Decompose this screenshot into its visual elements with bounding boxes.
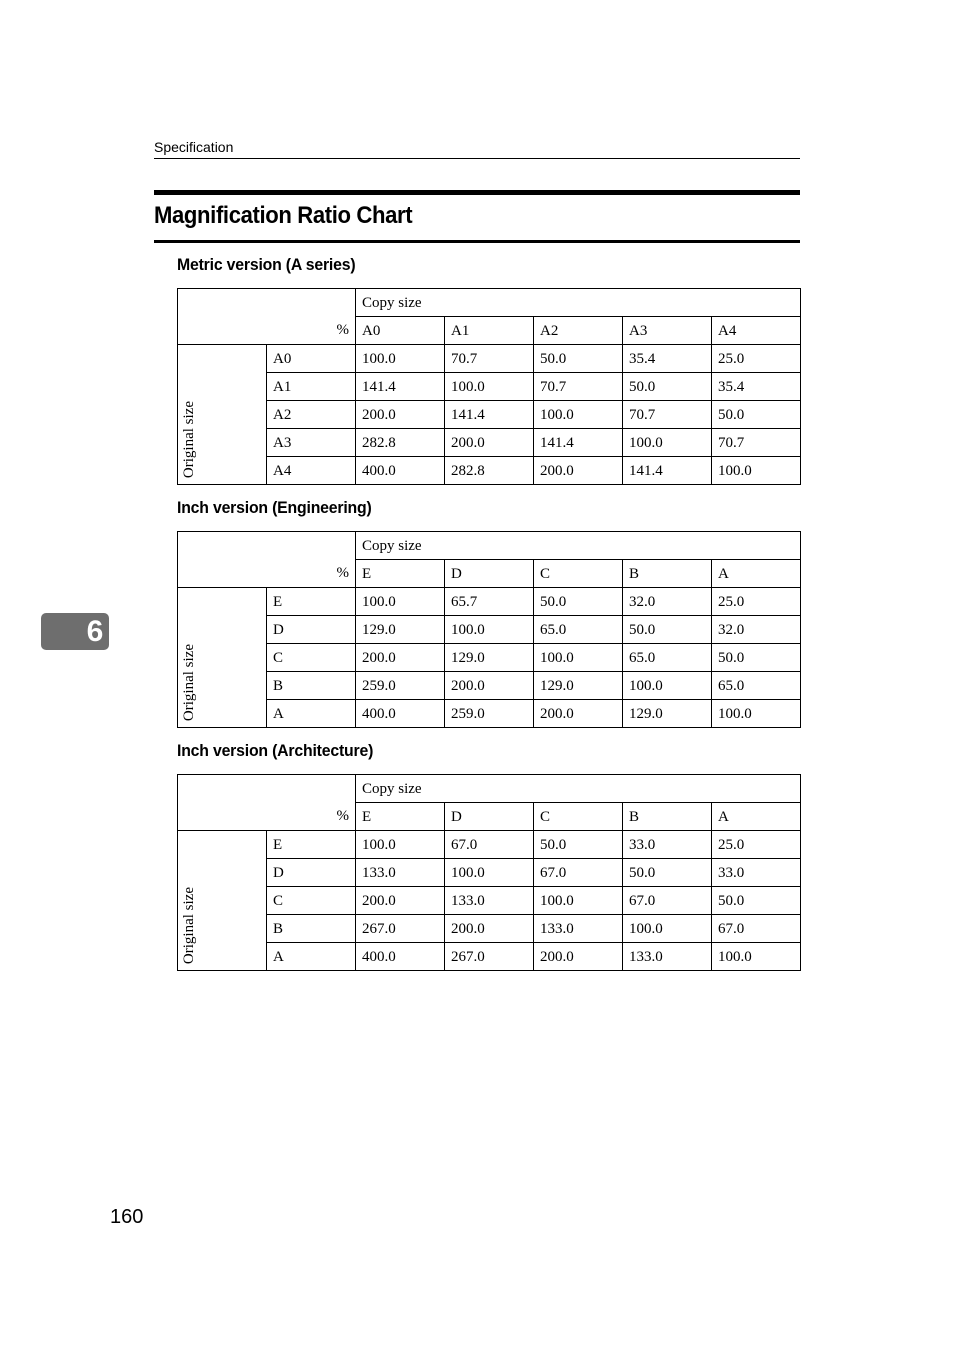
ratio-cell: 35.4 (712, 373, 801, 401)
ratio-cell: 70.7 (445, 345, 534, 373)
ratio-cell: 200.0 (356, 644, 445, 672)
page-number: 160 (110, 1206, 144, 1228)
ratio-cell: 129.0 (623, 700, 712, 728)
ratio-cell: 282.8 (356, 429, 445, 457)
ratio-cell: 100.0 (356, 831, 445, 859)
row-header: A (267, 700, 356, 728)
ratio-cell: 133.0 (356, 859, 445, 887)
ratio-cell: 100.0 (445, 616, 534, 644)
percent-label: % (336, 565, 349, 581)
original-size-cell (178, 588, 267, 728)
column-header: A3 (623, 317, 712, 345)
table-row (178, 672, 801, 700)
ratio-cell: 200.0 (445, 429, 534, 457)
ratio-cell: 100.0 (623, 915, 712, 943)
ratio-cell: 50.0 (623, 859, 712, 887)
ratio-cell: 65.7 (445, 588, 534, 616)
row-header: E (267, 831, 356, 859)
ratio-cell: 267.0 (445, 943, 534, 971)
table-row (178, 943, 801, 971)
running-header: Specification (154, 138, 800, 159)
percent-label: % (336, 322, 349, 338)
ratio-cell: 70.7 (623, 401, 712, 429)
column-header: E (356, 560, 445, 588)
ratio-cell: 50.0 (623, 373, 712, 401)
ratio-cell: 33.0 (712, 859, 801, 887)
percent-label: % (336, 808, 349, 824)
row-header: A1 (267, 373, 356, 401)
ratio-cell: 25.0 (712, 588, 801, 616)
ratio-cell: 400.0 (356, 700, 445, 728)
table-row (178, 644, 801, 672)
ratio-cell: 100.0 (712, 457, 801, 485)
ratio-cell: 259.0 (445, 700, 534, 728)
table-row (178, 859, 801, 887)
ratio-cell: 100.0 (356, 588, 445, 616)
ratio-cell: 25.0 (712, 831, 801, 859)
ratio-cell: 200.0 (356, 401, 445, 429)
ratio-cell: 282.8 (445, 457, 534, 485)
ratio-cell: 25.0 (712, 345, 801, 373)
row-header: B (267, 672, 356, 700)
table-row (178, 700, 801, 728)
original-size-label: Original size (181, 400, 197, 478)
column-header: D (445, 803, 534, 831)
corner-cell (178, 775, 356, 831)
ratio-cell: 141.4 (356, 373, 445, 401)
ratio-cell: 50.0 (712, 644, 801, 672)
table-row (178, 373, 801, 401)
table-row (178, 401, 801, 429)
row-header: C (267, 887, 356, 915)
magnification-table-engineering (177, 531, 801, 728)
ratio-cell: 50.0 (623, 616, 712, 644)
ratio-cell: 200.0 (534, 457, 623, 485)
ratio-cell: 100.0 (712, 700, 801, 728)
ratio-cell: 67.0 (534, 859, 623, 887)
original-size-label: Original size (181, 886, 197, 964)
ratio-cell: 67.0 (623, 887, 712, 915)
column-header: A (712, 803, 801, 831)
row-header: A0 (267, 345, 356, 373)
ratio-cell: 100.0 (445, 859, 534, 887)
ratio-cell: 50.0 (534, 831, 623, 859)
original-size-cell (178, 831, 267, 971)
corner-cell (178, 532, 356, 588)
ratio-cell: 100.0 (534, 644, 623, 672)
section-heading-architecture: Inch version (Architecture) (177, 741, 374, 760)
ratio-cell: 100.0 (712, 943, 801, 971)
corner-cell (178, 289, 356, 345)
column-header: A1 (445, 317, 534, 345)
ratio-cell: 65.0 (534, 616, 623, 644)
ratio-cell: 70.7 (712, 429, 801, 457)
ratio-cell: 133.0 (534, 915, 623, 943)
row-header: A2 (267, 401, 356, 429)
ratio-cell: 129.0 (356, 616, 445, 644)
section-heading-metric: Metric version (A series) (177, 255, 356, 274)
original-size-label: Original size (181, 643, 197, 721)
title-block (154, 190, 800, 243)
row-header: A (267, 943, 356, 971)
page-title: Magnification Ratio Chart (154, 202, 413, 229)
ratio-cell: 50.0 (712, 887, 801, 915)
row-header: A3 (267, 429, 356, 457)
magnification-table-metric (177, 288, 801, 485)
column-header: B (623, 803, 712, 831)
section-heading-engineering: Inch version (Engineering) (177, 498, 372, 517)
ratio-cell: 400.0 (356, 457, 445, 485)
ratio-cell: 33.0 (623, 831, 712, 859)
ratio-cell: 65.0 (623, 644, 712, 672)
ratio-cell: 100.0 (445, 373, 534, 401)
ratio-cell: 35.4 (623, 345, 712, 373)
table-row (178, 588, 801, 616)
ratio-cell: 100.0 (356, 345, 445, 373)
magnification-table-architecture (177, 774, 801, 971)
ratio-cell: 129.0 (445, 644, 534, 672)
ratio-cell: 141.4 (623, 457, 712, 485)
ratio-cell: 141.4 (445, 401, 534, 429)
column-header: C (534, 560, 623, 588)
ratio-cell: 200.0 (445, 915, 534, 943)
column-header: E (356, 803, 445, 831)
original-size-cell (178, 345, 267, 485)
ratio-cell: 200.0 (534, 943, 623, 971)
copy-size-header: Copy size (356, 289, 801, 317)
column-header: A0 (356, 317, 445, 345)
ratio-cell: 50.0 (534, 588, 623, 616)
copy-size-header: Copy size (356, 775, 801, 803)
table-row (178, 915, 801, 943)
row-header: A4 (267, 457, 356, 485)
table-row (178, 616, 801, 644)
table-row (178, 887, 801, 915)
table-row (178, 831, 801, 859)
column-header: D (445, 560, 534, 588)
ratio-cell: 50.0 (534, 345, 623, 373)
row-header: C (267, 644, 356, 672)
table-row (178, 345, 801, 373)
ratio-cell: 200.0 (356, 887, 445, 915)
column-header: A4 (712, 317, 801, 345)
ratio-cell: 50.0 (712, 401, 801, 429)
ratio-cell: 67.0 (712, 915, 801, 943)
column-header: C (534, 803, 623, 831)
ratio-cell: 133.0 (445, 887, 534, 915)
ratio-cell: 100.0 (623, 672, 712, 700)
ratio-cell: 141.4 (534, 429, 623, 457)
ratio-cell: 70.7 (534, 373, 623, 401)
ratio-cell: 100.0 (534, 887, 623, 915)
ratio-cell: 259.0 (356, 672, 445, 700)
ratio-cell: 67.0 (445, 831, 534, 859)
ratio-cell: 100.0 (534, 401, 623, 429)
row-header: B (267, 915, 356, 943)
table-row (178, 429, 801, 457)
table-row (178, 457, 801, 485)
row-header: E (267, 588, 356, 616)
ratio-cell: 400.0 (356, 943, 445, 971)
ratio-cell: 32.0 (712, 616, 801, 644)
ratio-cell: 133.0 (623, 943, 712, 971)
column-header: A2 (534, 317, 623, 345)
copy-size-header: Copy size (356, 532, 801, 560)
ratio-cell: 32.0 (623, 588, 712, 616)
ratio-cell: 65.0 (712, 672, 801, 700)
ratio-cell: 129.0 (534, 672, 623, 700)
ratio-cell: 200.0 (534, 700, 623, 728)
column-header: B (623, 560, 712, 588)
row-header: D (267, 859, 356, 887)
ratio-cell: 267.0 (356, 915, 445, 943)
chapter-tab: 6 (41, 613, 109, 650)
ratio-cell: 200.0 (445, 672, 534, 700)
row-header: D (267, 616, 356, 644)
column-header: A (712, 560, 801, 588)
ratio-cell: 100.0 (623, 429, 712, 457)
